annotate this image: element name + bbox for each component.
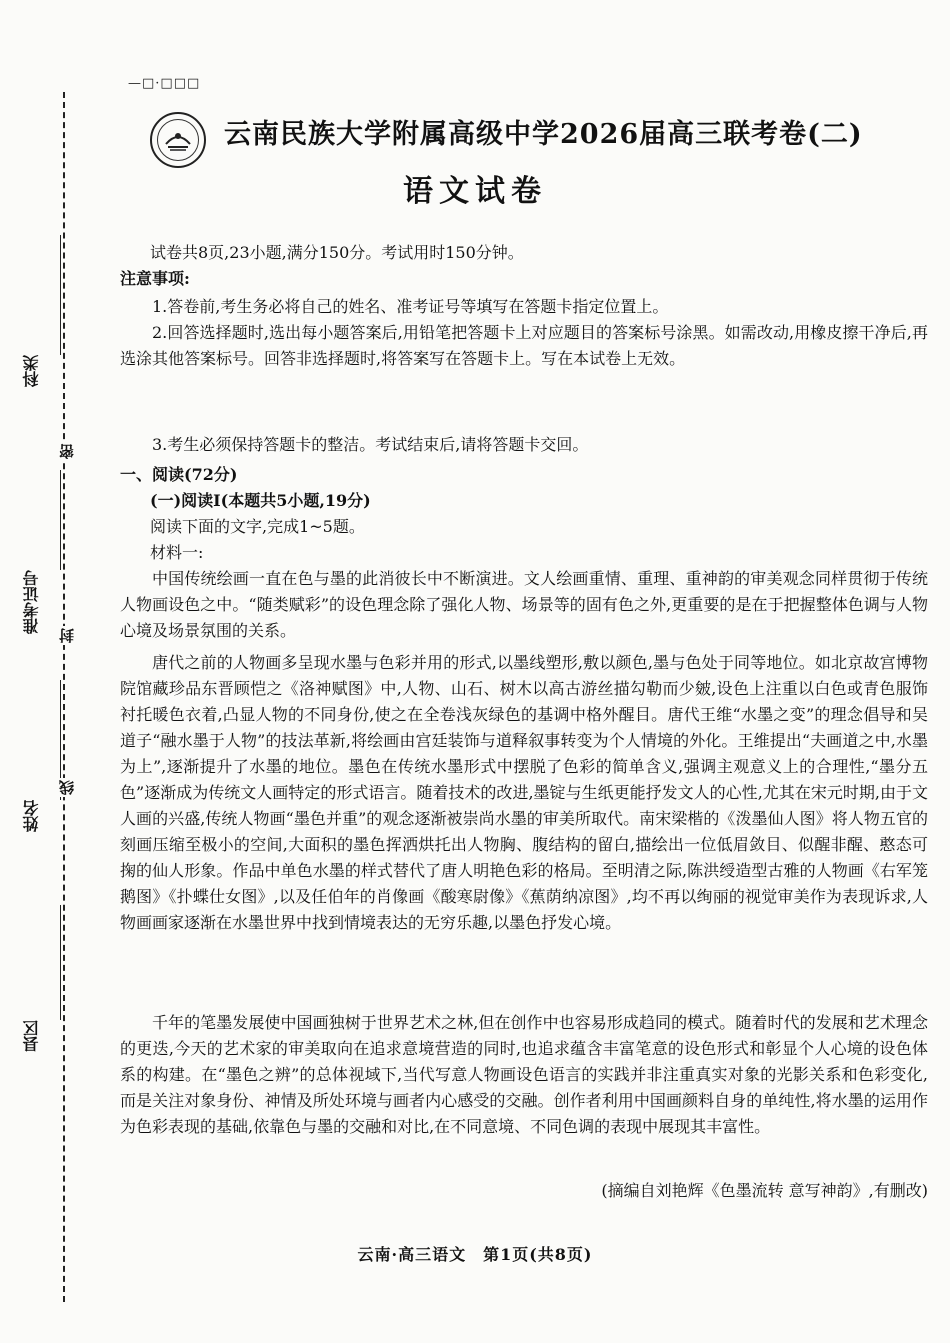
field-underline <box>60 905 61 1020</box>
binding-dashed-line <box>63 92 65 1302</box>
paragraph: 千年的笔墨发展使中国画独树于世界艺术之林,但在创作中也容易形成趋同的模式。随着时代的发展和艺术理念的更迭,今天的艺术家的审美取向在追求意境营造的同时,也追求蕴含丰富笔意的设色形式和彰显个人心境的设色体系的构建。在“墨色之辨”的总体视域下,当代写意人物画设色语言的实践并非注重真实对象的光影关系和色彩变化,而是关注对象身份、神情及所处环境与画者内心感受的交融。创作者利用中国画颜料自身的单纯性,将水墨的运用作为色彩表现的基础,依靠色与墨的交融和对比,在不同意境、不同色调的表现中展现其丰富性。 <box>120 1013 928 1136</box>
notice-item: 1.答卷前,考生务必将自己的姓名、准考证号等填写在答题卡指定位置上。 <box>152 297 669 316</box>
school-title: 云南民族大学附属高级中学2026届高三联考卷(二) <box>224 119 863 150</box>
field-label: 准考证号 <box>22 570 41 634</box>
field-label: 姓名 <box>22 800 41 832</box>
seal-mark-feng: 封 <box>58 628 76 643</box>
page-footer: 云南·高三语文 第1页(共8页) <box>357 1245 593 1264</box>
paragraph: 唐代之前的人物画多呈现水墨与色彩并用的形式,以墨线塑形,敷以颜色,墨与色处于同等地位。如北京故宫博物院馆藏珍品东晋顾恺之《洛神赋图》中,人物、山石、树木以高古游丝描勾勒而少皴,设色上注重以白色或青色服饰衬托暖色衣着,凸显人物的不同身份,使之在全卷浅灰绿色的基调中格外醒目。唐代王维“水墨之变”的理念倡导和吴道子“融水墨于人物”的技法革新,将绘画由宫廷装饰与道释叙事转变为个人情境的外化。王维提出“夫画道之中,水墨为上”,逐渐提升了水墨的地位。墨色在传统水墨形式中摆脱了色彩的简单含义,强调主观意义上的合理性,“墨分五色”逐渐成为传统文人画特定的形式语言。随着技术的改进,墨锭与生纸更能抒发文人的心性,尤其在宋元时期,由于文人画的兴盛,传统人物画“墨色并重”的观念逐渐被崇尚水墨的审美所取代。南宋梁楷的《泼墨仙人图》将人物五官的刻画压缩至极小的空间,大面积的墨色挥洒烘托出人物胸、腹结构的留白,描绘出一位低眉敛目、似醒非醒、憨态可掬的仙人形象。作品中单色水墨的样式替代了唐人明艳色彩的格局。至明清之际,陈洪绶造型古雅的人物画《右军笼鹅图》《扑蝶仕女图》,以及任伯年的肖像画《酸寒尉像》《蕉荫纳凉图》,均不再以绚丽的视觉审美作为表现诉求,人物画画家逐渐在水墨世界中找到情境表达的无穷乐趣,以墨色抒发心境。 <box>120 653 928 932</box>
school-logo <box>150 112 206 168</box>
notice-item: 2.回答选择题时,选出每小题答案后,用铅笔把答题卡上对应题目的答案标号涂黑。如需改动,用橡皮擦干净后,再选涂其他答案标号。回答非选择题时,将答案写在答题卡上。写在本试卷上无效。 <box>120 323 928 368</box>
field-subject[interactable] <box>20 235 60 395</box>
field-label: 科类 <box>22 355 41 387</box>
field-underline <box>60 470 61 570</box>
field-exam-number[interactable] <box>20 470 60 660</box>
subject-title: 语文试卷 <box>403 174 547 209</box>
seal-mark-mi: 密 <box>58 444 76 459</box>
seal-mark-xian: 线 <box>58 780 76 795</box>
notice-heading: 注意事项: <box>120 269 190 288</box>
field-county[interactable] <box>20 905 60 1065</box>
notice-item: 3.考生必须保持答题卡的整洁。考试结束后,请将答题卡交回。 <box>152 435 589 454</box>
field-name[interactable] <box>20 680 60 850</box>
section-instruction: 阅读下面的文字,完成1~5题。 <box>150 517 365 536</box>
material-label: 材料一: <box>150 543 204 562</box>
source-citation: (摘编自刘艳辉《色墨流转 意写神韵》,有删改) <box>601 1181 928 1200</box>
paragraph: 中国传统绘画一直在色与墨的此消彼长中不断演进。文人绘画重情、重理、重神韵的审美观念同样贯彻于传统人物画设色之中。“随类赋彩”的设色理念除了强化人物、场景等的固有色之外,更重要的是在于把握整体色调与人物心境及场景氛围的关系。 <box>120 569 928 640</box>
section-heading: 一、阅读(72分) <box>120 465 238 484</box>
section-subheading: (一)阅读Ⅰ(本题共5小题,19分) <box>150 491 371 510</box>
field-label: 县区 <box>22 1020 41 1052</box>
top-fragment: —□·□□□ <box>128 76 201 91</box>
field-underline <box>60 235 61 355</box>
exam-info: 试卷共8页,23小题,满分150分。考试用时150分钟。 <box>150 243 524 262</box>
